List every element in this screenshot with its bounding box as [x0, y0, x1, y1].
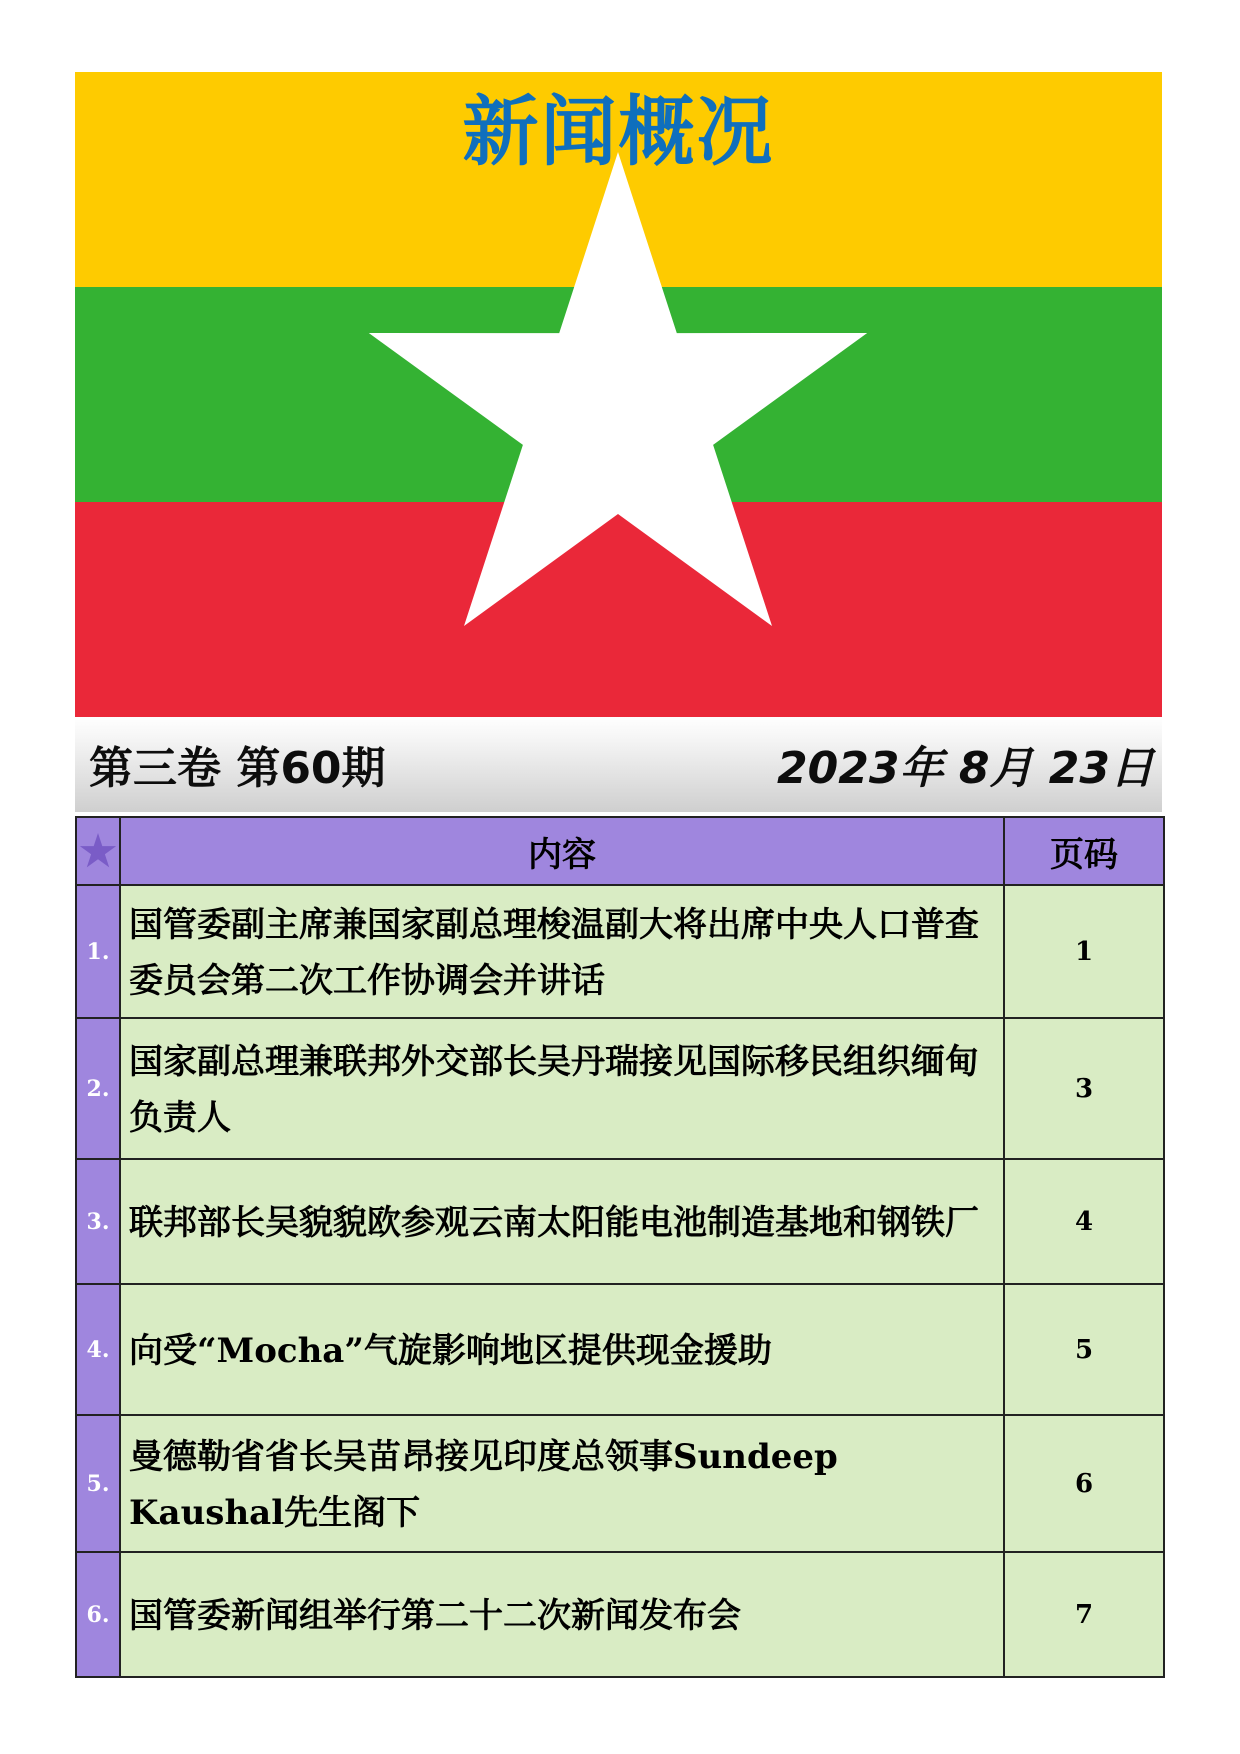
toc-item-number: 1. [76, 885, 120, 1018]
toc-header-content: 内容 [120, 817, 1004, 885]
star-icon [78, 831, 118, 871]
toc-item-number: 2. [76, 1018, 120, 1159]
toc-header-row [76, 817, 1164, 885]
toc-item-title[interactable]: 曼德勒省省长吴苗昂接见印度总领事Sundeep Kaushal先生阁下 [120, 1415, 1004, 1552]
toc-item-title[interactable]: 国管委新闻组举行第二十二次新闻发布会 [120, 1552, 1004, 1677]
toc-star-cell [76, 817, 120, 885]
toc-row[interactable] [76, 1159, 1164, 1284]
toc-item-title[interactable]: 向受“Mocha”气旋影响地区提供现金援助 [120, 1284, 1004, 1415]
toc-row[interactable] [76, 1284, 1164, 1415]
toc-row[interactable] [76, 885, 1164, 1018]
issue-volume: 第三卷 第60期 [89, 743, 386, 794]
toc-item-page: 3 [1004, 1018, 1164, 1159]
myanmar-flag [75, 72, 1162, 717]
table-of-contents [75, 816, 1165, 1678]
toc-header-page: 页码 [1004, 817, 1164, 885]
issue-bar [75, 717, 1162, 812]
page-title: 新闻概况 [462, 87, 775, 176]
toc-item-page: 4 [1004, 1159, 1164, 1284]
toc-item-page: 6 [1004, 1415, 1164, 1552]
toc-item-page: 5 [1004, 1284, 1164, 1415]
toc-item-title[interactable]: 国家副总理兼联邦外交部长吴丹瑞接见国际移民组织缅甸负责人 [120, 1018, 1004, 1159]
toc-row[interactable] [76, 1552, 1164, 1677]
toc-item-page: 7 [1004, 1552, 1164, 1677]
toc-item-number: 4. [76, 1284, 120, 1415]
toc-row[interactable] [76, 1415, 1164, 1552]
toc-item-title[interactable]: 国管委副主席兼国家副总理梭温副大将出席中央人口普查委员会第二次工作协调会并讲话 [120, 885, 1004, 1018]
toc-item-number: 5. [76, 1415, 120, 1552]
toc-row[interactable] [76, 1018, 1164, 1159]
toc-item-title[interactable]: 联邦部长吴貌貌欧参观云南太阳能电池制造基地和钢铁厂 [120, 1159, 1004, 1284]
toc-item-number: 6. [76, 1552, 120, 1677]
toc-item-page: 1 [1004, 885, 1164, 1018]
issue-date: 2023年 8月 23日 [777, 743, 1154, 794]
toc-item-number: 3. [76, 1159, 120, 1284]
